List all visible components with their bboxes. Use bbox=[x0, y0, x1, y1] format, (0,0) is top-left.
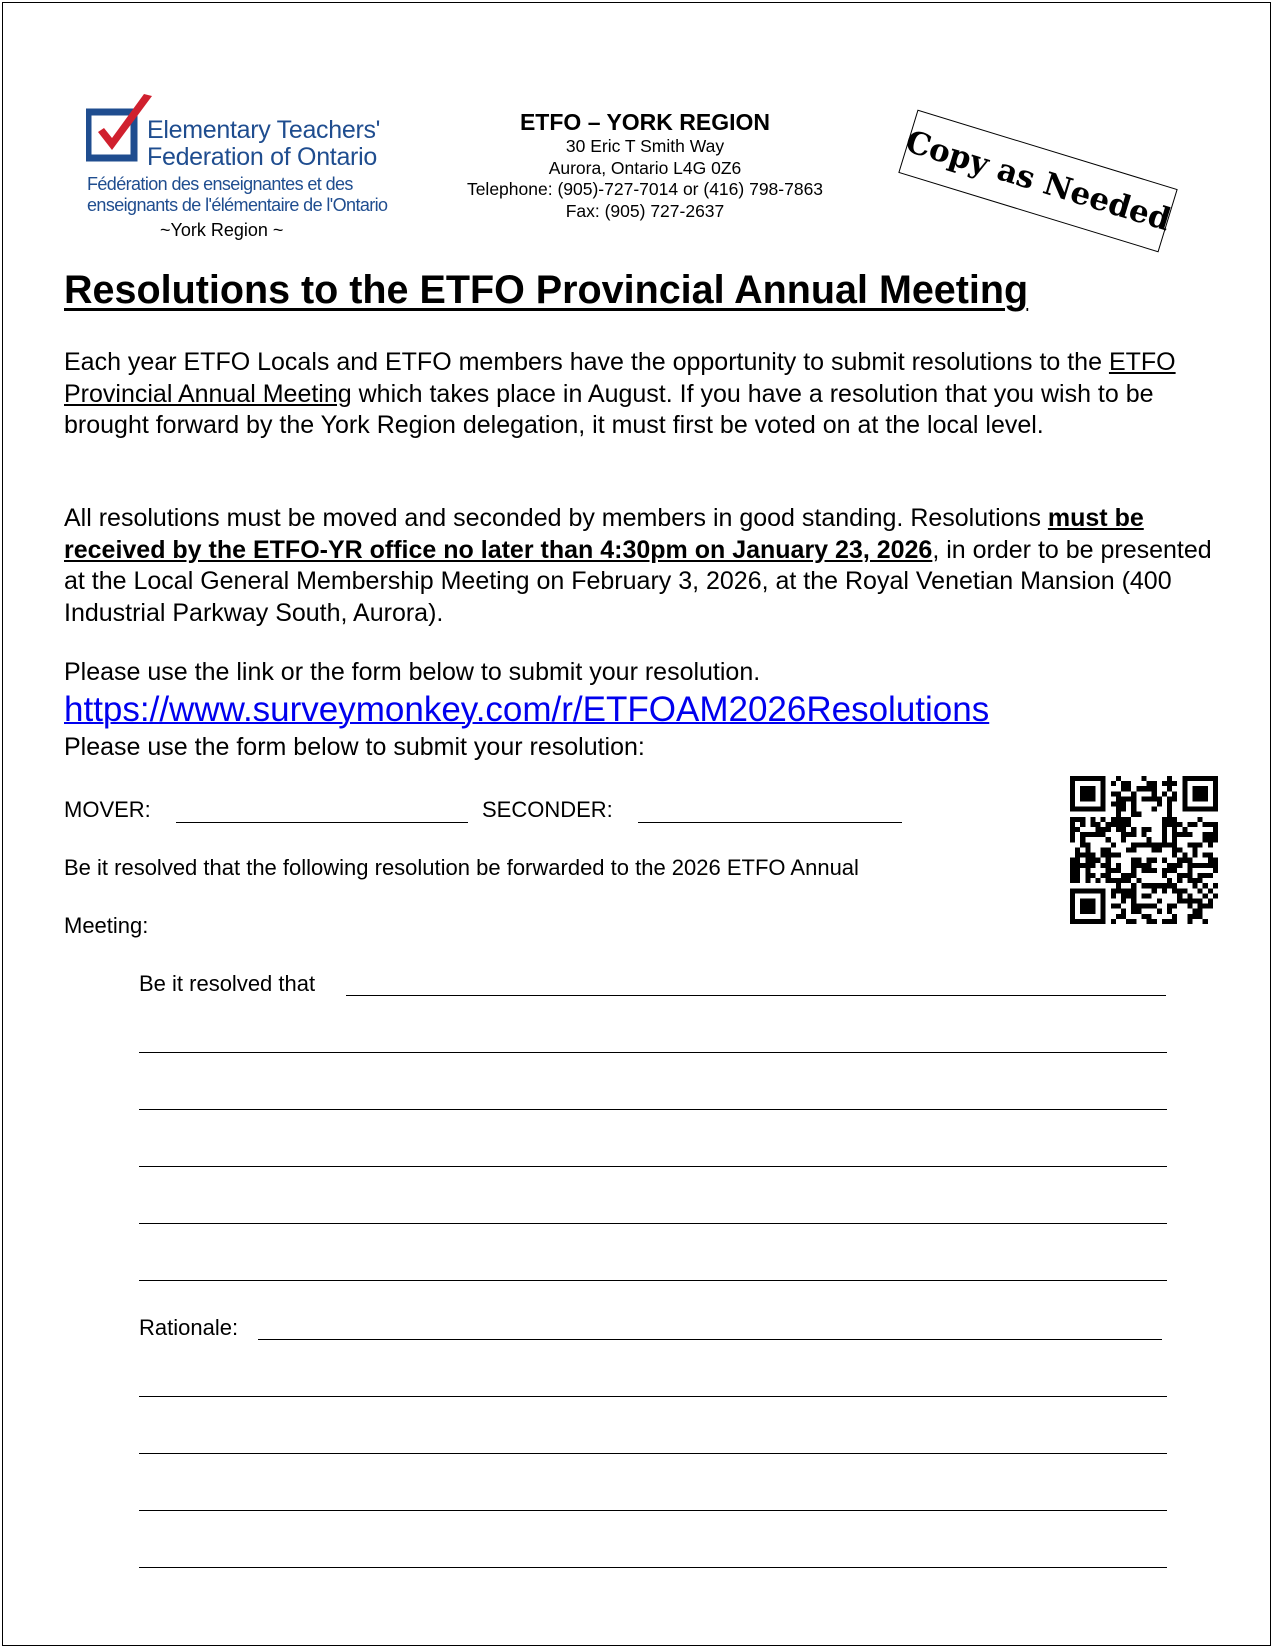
resolution-line[interactable] bbox=[139, 1166, 1167, 1167]
rationale-line[interactable] bbox=[258, 1339, 1162, 1340]
resolution-line[interactable] bbox=[139, 1109, 1167, 1110]
seconder-field[interactable] bbox=[638, 822, 902, 823]
logo-line-3: Fédération des enseignantes et des bbox=[87, 174, 353, 194]
page-title: Resolutions to the ETFO Provincial Annual Meeting bbox=[64, 268, 1029, 312]
logo-region: ~York Region ~ bbox=[160, 220, 284, 240]
intro-paragraph bbox=[64, 347, 1214, 442]
resolution-line[interactable] bbox=[346, 995, 1166, 996]
etfo-logo bbox=[86, 92, 406, 242]
deadline-paragraph bbox=[64, 503, 1214, 629]
address-line-2: Aurora, Ontario L4G 0Z6 bbox=[548, 157, 742, 178]
intro-text-a: Each year ETFO Locals and ETFO members have the opportunity to submit resolutions to the bbox=[64, 348, 1109, 376]
mover-field[interactable] bbox=[176, 822, 468, 823]
telephone: Telephone: (905)-727-7014 or (416) 798-7863 bbox=[466, 179, 824, 199]
forward-text-line-1: Be it resolved that the following resolution be forwarded to the 2026 ETFO Annual bbox=[64, 855, 859, 880]
resolution-line[interactable] bbox=[139, 1223, 1167, 1224]
mover-label: MOVER: bbox=[64, 797, 151, 822]
forward-text-line-2: Meeting: bbox=[64, 913, 149, 938]
qr-code-icon bbox=[1070, 776, 1218, 924]
address-line-1: 30 Eric T Smith Way bbox=[565, 136, 725, 156]
copy-stamp: Copy as Needed bbox=[898, 110, 1177, 253]
instruction-form: Please use the form below to submit your resolution: bbox=[64, 733, 645, 761]
rationale-label: Rationale: bbox=[139, 1315, 239, 1340]
logo-line-4: enseignants de l'élémentaire de l'Ontario bbox=[87, 195, 388, 215]
resolution-line[interactable] bbox=[139, 1052, 1167, 1053]
resolved-label: Be it resolved that bbox=[139, 971, 316, 996]
intro-text-b: which takes place in August. If you have a resolution that you wish to be brought forward by the York Region delegation, it must first be voted on at the local level. bbox=[64, 379, 1154, 439]
resolution-line[interactable] bbox=[139, 1280, 1167, 1281]
contact-header bbox=[440, 108, 850, 222]
logo-line-1: Elementary Teachers' bbox=[147, 116, 381, 144]
rationale-line[interactable] bbox=[139, 1567, 1167, 1568]
instruction-link: Please use the link or the form below to submit your resolution. bbox=[64, 658, 761, 686]
fax: Fax: (905) 727-2637 bbox=[565, 200, 725, 221]
deadline-text-a: All resolutions must be moved and seconded by members in good standing. Resolutions bbox=[64, 504, 1048, 532]
seconder-label: SECONDER: bbox=[482, 797, 613, 822]
rationale-line[interactable] bbox=[139, 1453, 1167, 1454]
rationale-line[interactable] bbox=[139, 1510, 1167, 1511]
intro-meeting-name: ETFO Provincial Annual Meeting bbox=[64, 348, 1176, 408]
rationale-line[interactable] bbox=[139, 1396, 1167, 1397]
deadline-text-b: , in order to be presented at the Local General Membership Meeting on February 3, 2026, at the Royal Venetian Mansion (400 Industrial Parkway South, Aurora). bbox=[64, 535, 1212, 627]
org-name: ETFO – YORK REGION bbox=[519, 109, 771, 135]
deadline-bold: must be received by the ETFO-YR office no later than 4:30pm on January 23, 2026 bbox=[64, 504, 1144, 564]
logo-line-2: Federation of Ontario bbox=[147, 143, 377, 171]
survey-link[interactable]: https://www.surveymonkey.com/r/ETFOAM2026Resolutions bbox=[64, 690, 990, 729]
